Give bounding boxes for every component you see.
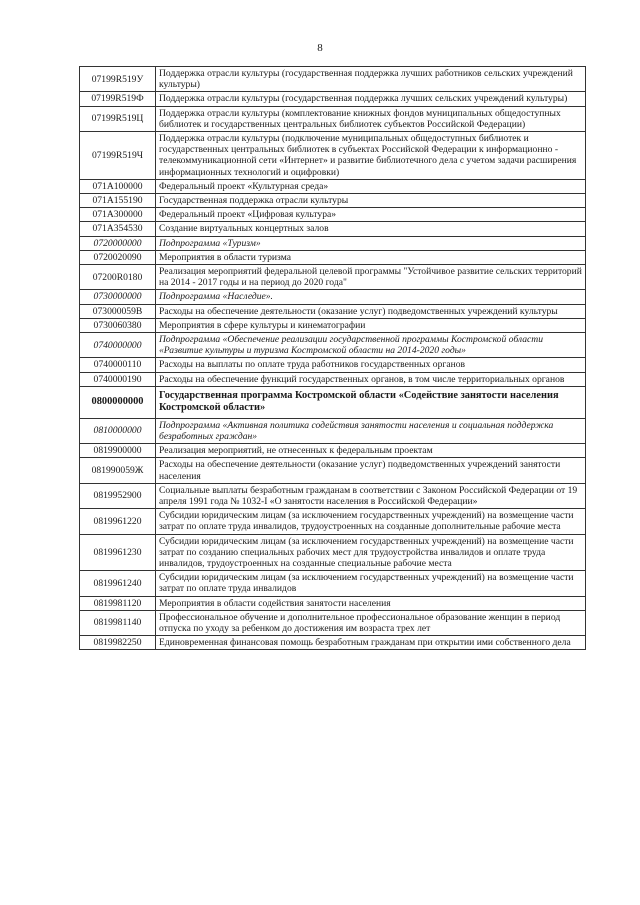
table-row	[80, 444, 586, 458]
table-row	[80, 208, 586, 222]
row-description: Субсидии юридическим лицам (за исключением государственных учреждений) на возмещение части затрат по оплате труда инвалидов, трудоустроенных на созданные дополнительные рабочие места	[156, 509, 586, 534]
row-code: 073000059В	[80, 304, 156, 318]
table-row	[80, 372, 586, 386]
row-description: Профессиональное обучение и дополнительное профессиональное образование женщин в период отпуска по уходу за ребенком до достижения им возраста трех лет	[156, 610, 586, 635]
table-row	[80, 236, 586, 250]
row-description: Мероприятия в области туризма	[156, 250, 586, 264]
table-row	[80, 290, 586, 304]
row-description: Федеральный проект «Культурная среда»	[156, 179, 586, 193]
row-code: 081990059Ж	[80, 458, 156, 483]
row-code: 071A155190	[80, 194, 156, 208]
row-description: Социальные выплаты безработным гражданам в соответствии с Законом Российской Федерации от 19 апреля 1991 года № 1032-I «О занятости населения в Российской Федерации»	[156, 483, 586, 508]
table-row	[80, 358, 586, 372]
row-code: 071A100000	[80, 179, 156, 193]
row-code: 0740000190	[80, 372, 156, 386]
table-row	[80, 194, 586, 208]
row-description: Субсидии юридическим лицам (за исключением государственных учреждений) на возмещение части затрат по оплате труда инвалидов	[156, 571, 586, 596]
table-row	[80, 636, 586, 650]
table-row	[80, 509, 586, 534]
row-code: 071A300000	[80, 208, 156, 222]
row-description: Федеральный проект «Цифровая культура»	[156, 208, 586, 222]
row-description: Расходы на обеспечение деятельности (оказание услуг) подведомственных учреждений культуры	[156, 304, 586, 318]
row-description: Государственная программа Костромской области «Содействие занятости населения Костромской области»	[156, 386, 586, 418]
row-description: Мероприятия в сфере культуры и кинематографии	[156, 318, 586, 332]
table-row	[80, 458, 586, 483]
row-description: Мероприятия в области содействия занятости населения	[156, 596, 586, 610]
row-description: Подпрограмма «Обеспечение реализации государственной программы Костромской области «Развитие культуры и туризма Костромской области на 2014-2020 годы»	[156, 333, 586, 358]
table-row	[80, 386, 586, 418]
row-code: 0819961240	[80, 571, 156, 596]
table-row	[80, 418, 586, 443]
table-row	[80, 265, 586, 290]
row-description: Поддержка отрасли культуры (государственная поддержка лучших работников сельских учреждений культуры)	[156, 67, 586, 92]
row-description: Создание виртуальных концертных залов	[156, 222, 586, 236]
row-code: 0720020090	[80, 250, 156, 264]
row-description: Подпрограмма «Активная политика содействия занятости населения и социальная поддержка безработных граждан»	[156, 418, 586, 443]
row-code: 0819961230	[80, 534, 156, 571]
row-code: 0819952900	[80, 483, 156, 508]
row-code: 0819981120	[80, 596, 156, 610]
table-row	[80, 596, 586, 610]
table-row	[80, 222, 586, 236]
row-code: 0810000000	[80, 418, 156, 443]
row-description: Расходы на обеспечение функций государственных органов, в том числе территориальных органов	[156, 372, 586, 386]
row-description: Подпрограмма «Туризм»	[156, 236, 586, 250]
row-code: 0819900000	[80, 444, 156, 458]
table-body	[80, 67, 586, 650]
table-row	[80, 92, 586, 106]
row-code: 0819982250	[80, 636, 156, 650]
row-description: Единовременная финансовая помощь безработным гражданам при открытии ими собственного дела	[156, 636, 586, 650]
row-description: Расходы на выплаты по оплате труда работников государственных органов	[156, 358, 586, 372]
row-description: Расходы на обеспечение деятельности (оказание услуг) подведомственных учреждений занятости населения	[156, 458, 586, 483]
table-row	[80, 250, 586, 264]
row-description: Поддержка отрасли культуры (подключение муниципальных общедоступных библиотек и государственных центральных библиотек в субъектах Российской Федерации к информационно - телекоммуникационной сети «Интернет» и развитие библиотечного дела с учетом задачи расширения информационных технологий и оцифровки)	[156, 132, 586, 180]
budget-classification-table	[79, 66, 586, 650]
table-row	[80, 179, 586, 193]
table-row	[80, 132, 586, 180]
row-code: 07200R0180	[80, 265, 156, 290]
row-code: 07199R519Ч	[80, 132, 156, 180]
row-code: 071A354530	[80, 222, 156, 236]
row-code: 0819961220	[80, 509, 156, 534]
row-code: 0740000110	[80, 358, 156, 372]
row-description: Субсидии юридическим лицам (за исключением государственных учреждений) на возмещение части затрат по созданию специальных рабочих мест для трудоустройства инвалидов и оплате труда инвалидов, трудоустроенных на созданные специальные рабочие места	[156, 534, 586, 571]
row-description: Подпрограмма «Наследие».	[156, 290, 586, 304]
row-code: 0720000000	[80, 236, 156, 250]
row-code: 0740000000	[80, 333, 156, 358]
row-code: 0800000000	[80, 386, 156, 418]
row-description: Государственная поддержка отрасли культуры	[156, 194, 586, 208]
row-description: Поддержка отрасли культуры (государственная поддержка лучших сельских учреждений культуры)	[156, 92, 586, 106]
row-code: 0819981140	[80, 610, 156, 635]
row-code: 0730000000	[80, 290, 156, 304]
table-row	[80, 67, 586, 92]
row-code: 07199R519Ф	[80, 92, 156, 106]
table-row	[80, 534, 586, 571]
row-code: 0730060380	[80, 318, 156, 332]
row-description: Реализация мероприятий федеральной целевой программы "Устойчивое развитие сельских территорий на 2014 - 2017 годы и на период до 2020 года"	[156, 265, 586, 290]
table-row	[80, 571, 586, 596]
table-row	[80, 304, 586, 318]
table-row	[80, 106, 586, 131]
table-row	[80, 483, 586, 508]
table-row	[80, 610, 586, 635]
table-row	[80, 318, 586, 332]
row-code: 07199R519Ц	[80, 106, 156, 131]
table-row	[80, 333, 586, 358]
page-number: 8	[317, 42, 323, 54]
row-code: 07199R519У	[80, 67, 156, 92]
row-description: Реализация мероприятий, не отнесенных к федеральным проектам	[156, 444, 586, 458]
row-description: Поддержка отрасли культуры (комплектование книжных фондов муниципальных общедоступных библиотек и государственных центральных библиотек субъектов Российской Федерации)	[156, 106, 586, 131]
